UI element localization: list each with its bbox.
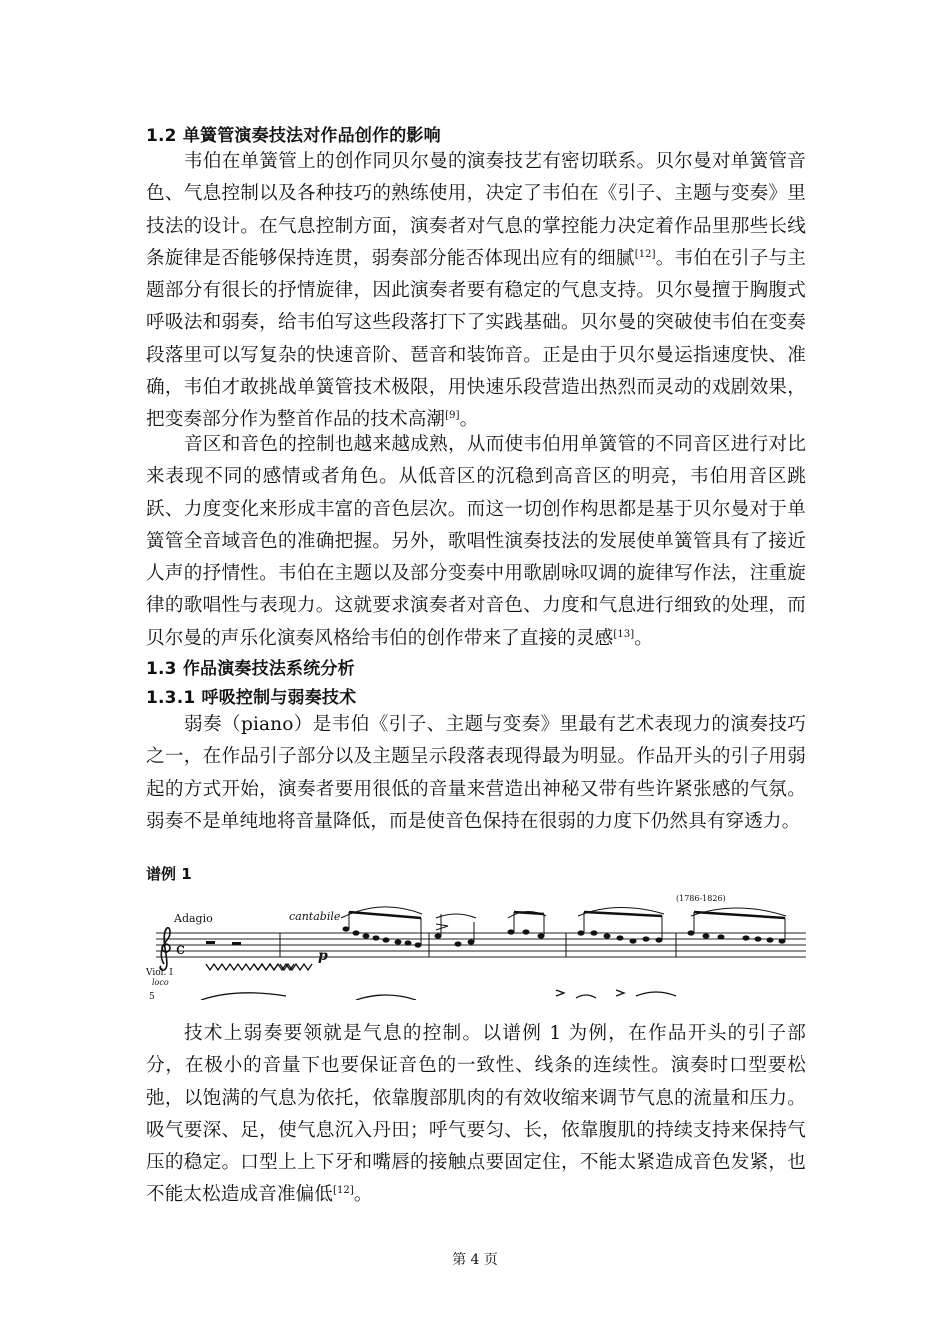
citation-12: [12] (634, 248, 656, 260)
paragraph-1 (146, 146, 806, 437)
paragraph-1-end: 。 (459, 409, 479, 431)
paragraph-4 (146, 1018, 806, 1212)
score-measure-number: 5 (149, 992, 155, 1000)
example-caption: 谱例 1 (146, 865, 192, 883)
score-expression: cantabile (289, 910, 341, 923)
score-dynamic: p (318, 948, 328, 964)
score-tempo: Adagio (174, 912, 213, 925)
citation-12b: [12] (332, 1185, 354, 1197)
subsection-heading-1-3-1: 1.3.1 呼吸控制与弱奏技术 (146, 688, 357, 708)
page-number: 第 4 页 (452, 1252, 498, 1268)
section-heading-1-2: 1.2 单簧管演奏技法对作品创作的影响 (146, 126, 441, 146)
paragraph-4-text: 技术上弱奏要领就是气息的控制。以谱例 1 为例，在作品开头的引子部分，在极小的音量下也要保证音色的一致性、线条的连续性。演奏时口型要松弛，以饱满的气息为依托，依靠腹部肌肉的有效收缩来调节气息的流量和压力。吸气要深、足，使气息沉入丹田；呼气要匀、长，依靠腹肌的持续支持来保持气压的稳定。口型上上下牙和嘴唇的接触点要固定住，不能太紧造成音色发紧，也不能太松造成音准偏低 (146, 1023, 806, 1206)
citation-13: [13] (613, 628, 635, 640)
paragraph-2-text: 音区和音色的控制也越来越成熟，从而使韦伯用单簧管的不同音区进行对比来表现不同的感情或者角色。从低音区的沉稳到高音区的明亮，韦伯用音区跳跃、力度变化来形成丰富的音色层次。而这一切创作构思都是基于贝尔曼对于单簧管全音域音色的准确把握。另外，歌唱性演奏技法的发展使单簧管具有了接近人声的抒情性。韦伯在主题以及部分变奏中用歌剧咏叹调的旋律写作法，注重旋律的歌唱性与表现力。这就要求演奏者对音色、力度和气息进行细致的处理，而贝尔曼的声乐化演奏风格给韦伯的创作带来了直接的灵感 (146, 434, 806, 649)
half-rest (232, 942, 241, 945)
whole-rest (206, 941, 215, 944)
section-heading-1-3: 1.3 作品演奏技法系统分析 (146, 659, 355, 679)
score-loco: loco (152, 978, 169, 987)
paragraph-3-text: 弱奏（piano）是韦伯《引子、主题与变奏》里最有艺术表现力的演奏技巧之一，在作品引子部分以及主题呈示段落表现得最为明显。作品开头的引子用弱起的方式开始，演奏者要用很低的音量来营造出神秘又带有些许紧张感的气氛。弱奏不是单纯地将音量降低，而是使音色保持在很弱的力度下仍然具有穿透力。 (146, 714, 806, 832)
paragraph-4-end: 。 (353, 1184, 373, 1206)
score-instrument: Viol. I (146, 968, 173, 978)
paragraph-1-text: 韦伯在单簧管上的创作同贝尔曼的演奏技艺有密切联系。贝尔曼对单簧管音色、气息控制以及各种技巧的熟练使用，决定了韦伯在《引子、主题与变奏》里技法的设计。在气息控制方面，演奏者对气息的掌控能力决定着作品里那些长线条旋律是否能够保持连贯，弱奏部分能否体现出应有的细腻 (146, 151, 806, 269)
score-notes (343, 926, 786, 947)
score-dates: (1786-1826) (676, 894, 726, 903)
accompaniment-fragments (201, 964, 676, 1000)
treble-clef-icon (160, 928, 170, 971)
paragraph-1-text-cont: 。韦伯在引子与主题部分有很长的抒情旋律，因此演奏者要有稳定的气息支持。贝尔曼擅于胸腹式呼吸法和弱奏，给韦伯写这些段落打下了实践基础。贝尔曼的突破使韦伯在变奏段落里可以写复杂的快速音阶、琶音和装饰音。正是由于贝尔曼运指速度快、准确，韦伯才敢挑战单簧管技术极限，用快速乐段营造出热烈而灵动的戏剧效果，把变奏部分作为整首作品的技术高潮 (146, 247, 806, 431)
paragraph-2 (146, 429, 806, 655)
music-score-image (146, 888, 806, 1000)
time-signature-c: c (176, 939, 185, 958)
paragraph-3 (146, 709, 806, 838)
paragraph-2-end: 。 (634, 627, 653, 649)
citation-9: [9] (445, 410, 460, 422)
